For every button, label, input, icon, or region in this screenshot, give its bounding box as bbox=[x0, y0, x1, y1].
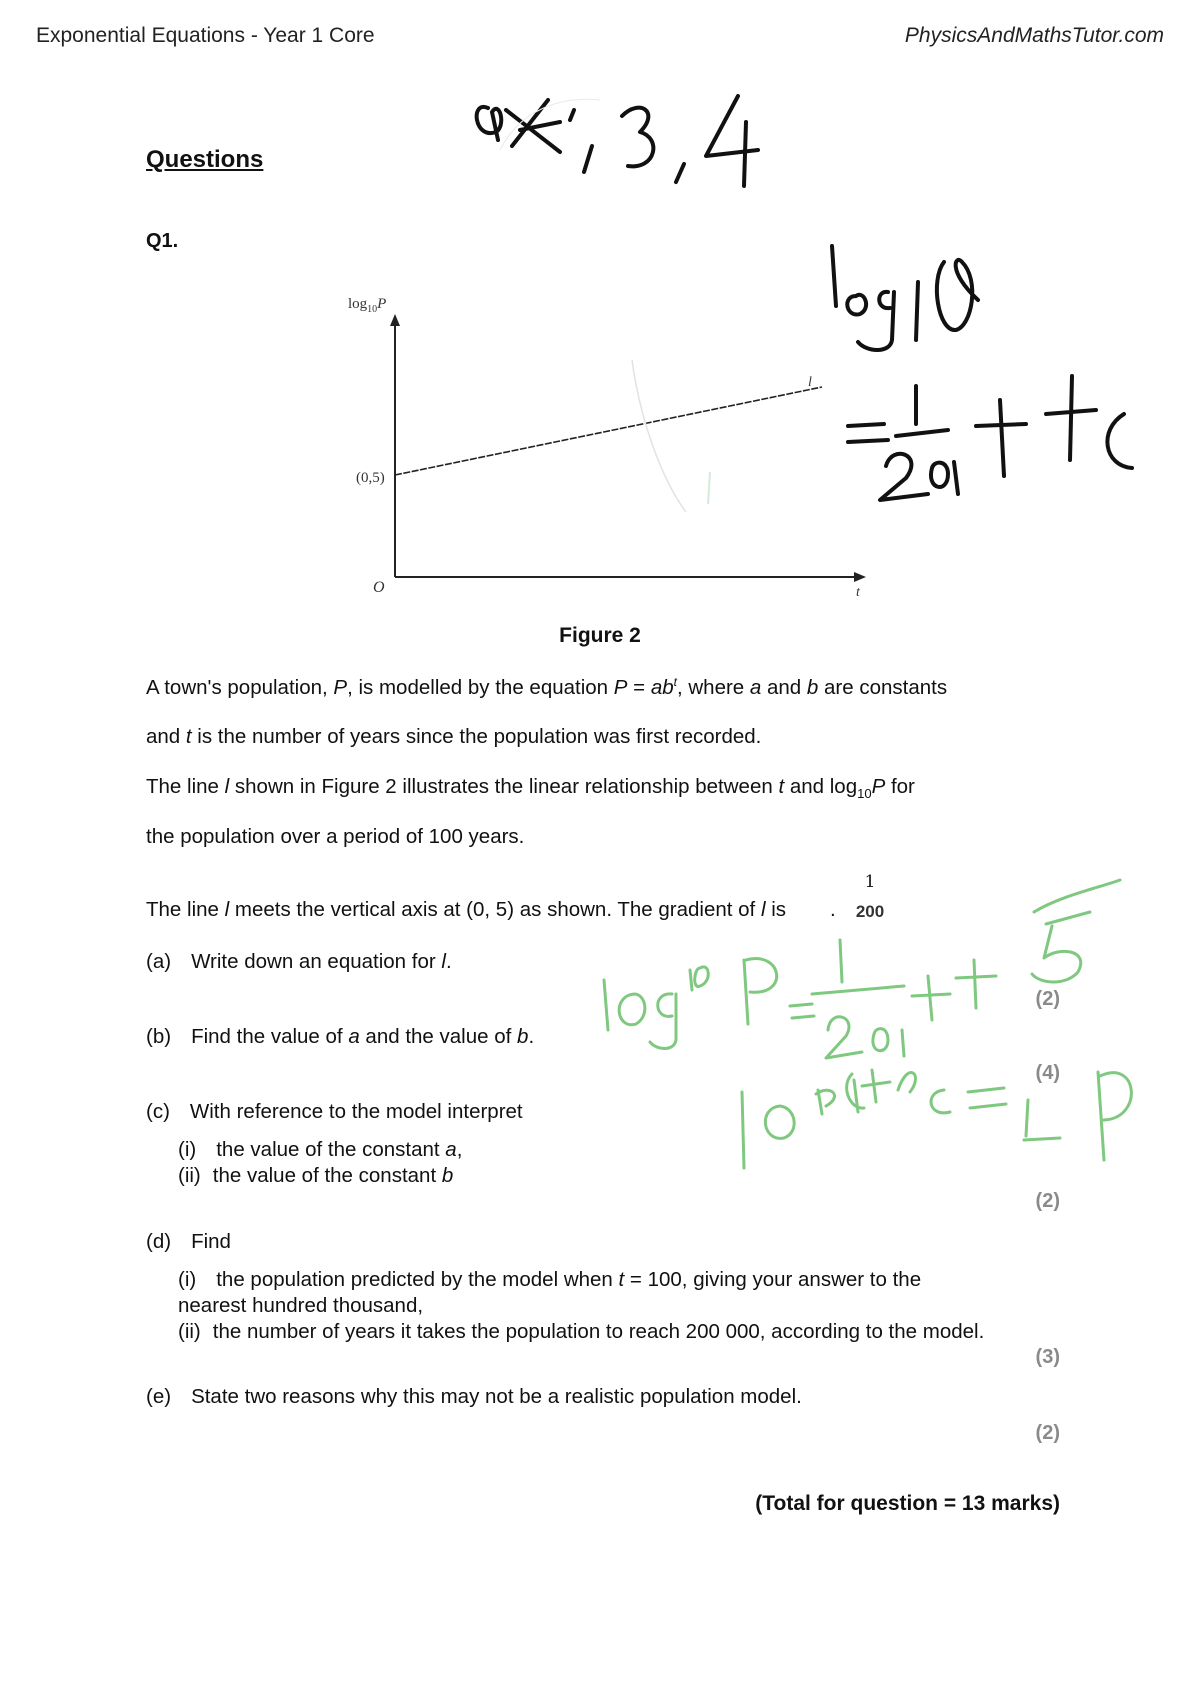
handwritten-black-equation bbox=[832, 246, 1132, 500]
document-header-title: Exponential Equations - Year 1 Core bbox=[36, 24, 375, 47]
part-d-i: (i) the population predicted by the model when t = 100, giving your answer to the bbox=[178, 1268, 922, 1291]
part-e-marks: (2) bbox=[1035, 1422, 1060, 1444]
handwritten-black-scribble-top bbox=[477, 96, 758, 186]
x-axis-label: t bbox=[856, 585, 860, 600]
fraction-numerator: 1 bbox=[864, 872, 876, 892]
document-header-site: PhysicsAndMathsTutor.com bbox=[904, 24, 1164, 47]
part-d-marks: (3) bbox=[1035, 1346, 1060, 1368]
section-title: Questions bbox=[146, 146, 264, 173]
fraction-denominator: 200 bbox=[855, 902, 885, 921]
body-paragraph-2-line-2: the population over a period of 100 years. bbox=[146, 825, 525, 848]
total-marks: (Total for question = 13 marks) bbox=[755, 1492, 1060, 1515]
y-axis-label: $\log_{10}P$ bbox=[348, 296, 387, 315]
part-c-i: (i) the value of the constant a, bbox=[178, 1138, 463, 1161]
part-b-marks: (4) bbox=[1035, 1062, 1060, 1084]
part-a: (a) Write down an equation for l. bbox=[146, 950, 452, 973]
part-c: (c) With reference to the model interpret bbox=[146, 1100, 523, 1123]
part-c-ii: (ii) the value of the constant b bbox=[178, 1164, 454, 1187]
body-paragraph-3: The line l meets the vertical axis at (0, 5) as shown. The gradient of l is . bbox=[146, 898, 836, 921]
part-d-ii: (ii) the number of years it takes the population to reach 200 000, according to the model. bbox=[178, 1320, 985, 1343]
figure-caption: Figure 2 bbox=[559, 624, 641, 647]
question-number: Q1. bbox=[146, 230, 179, 252]
intercept-label: (0,5) bbox=[356, 470, 385, 486]
body-paragraph-1-line-1: A town's population, P, is modelled by the equation $P = ab^t$, where a and b are constants bbox=[146, 675, 948, 699]
line-l-label: l bbox=[808, 375, 812, 390]
part-d-i-continued: nearest hundred thousand, bbox=[178, 1294, 424, 1317]
part-d: (d) Find bbox=[146, 1230, 231, 1253]
body-paragraph-2-line-1: The line l shown in Figure 2 illustrates the linear relationship between t and $\log_{10}P$ for bbox=[146, 775, 915, 802]
handwritten-green-working bbox=[604, 880, 1131, 1168]
part-a-marks: (2) bbox=[1035, 988, 1060, 1010]
part-e: (e) State two reasons why this may not be a realistic population model. bbox=[146, 1385, 802, 1408]
body-paragraph-1-line-2: and t is the number of years since the population was first recorded. bbox=[146, 725, 762, 748]
part-c-marks: (2) bbox=[1035, 1190, 1060, 1212]
origin-label: O bbox=[373, 579, 385, 596]
part-b: (b) Find the value of a and the value of b. bbox=[146, 1025, 535, 1048]
